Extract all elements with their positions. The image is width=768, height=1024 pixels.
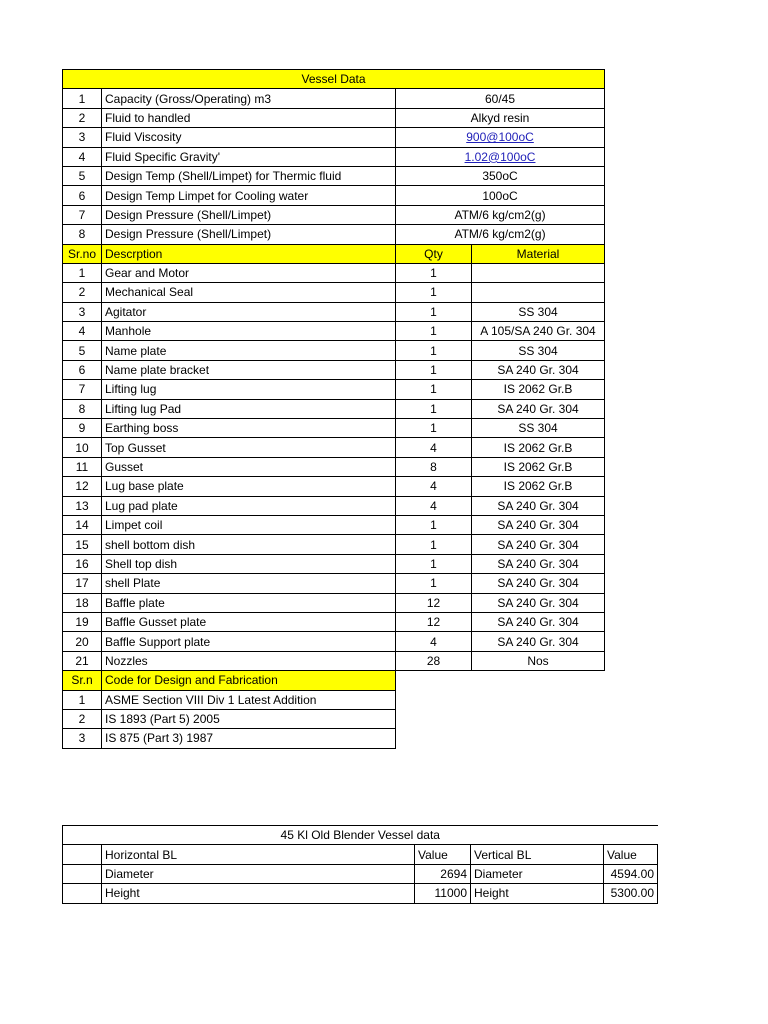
material-cell: SS 304 xyxy=(472,302,605,321)
sr-no-cell: 2 xyxy=(63,709,102,728)
blank-cell xyxy=(63,864,102,883)
part-description-cell: Gusset xyxy=(102,457,396,476)
qty-cell: 4 xyxy=(396,477,472,496)
sr-no-cell: 9 xyxy=(63,419,102,438)
parameter-cell: Capacity (Gross/Operating) m3 xyxy=(102,89,396,108)
horizontal-bl-header: Horizontal BL xyxy=(102,845,415,864)
sr-no-cell: 5 xyxy=(63,166,102,185)
part-row xyxy=(63,419,605,438)
part-description-cell: Baffle Gusset plate xyxy=(102,612,396,631)
sr-no-cell: 4 xyxy=(63,322,102,341)
sr-no-cell: 11 xyxy=(63,457,102,476)
part-description-cell: Agitator xyxy=(102,302,396,321)
code-sr-header: Sr.n xyxy=(63,671,102,690)
qty-cell: 12 xyxy=(396,612,472,631)
part-description-cell: Shell top dish xyxy=(102,554,396,573)
part-row xyxy=(63,438,605,457)
part-row xyxy=(63,632,605,651)
sr-no-header: Sr.no xyxy=(63,244,102,263)
qty-cell: 1 xyxy=(396,341,472,360)
blender-header-row xyxy=(63,845,658,864)
blender-row xyxy=(63,884,658,903)
vessel-data-row xyxy=(63,166,605,185)
vertical-value-header: Value xyxy=(604,845,658,864)
hyperlink-value[interactable]: 900@100oC xyxy=(466,130,534,145)
qty-cell: 1 xyxy=(396,283,472,302)
sr-no-cell: 4 xyxy=(63,147,102,166)
sr-no-cell: 10 xyxy=(63,438,102,457)
part-description-cell: Top Gusset xyxy=(102,438,396,457)
material-cell: IS 2062 Gr.B xyxy=(472,457,605,476)
part-row xyxy=(63,283,605,302)
qty-cell: 1 xyxy=(396,399,472,418)
part-description-cell: Nozzles xyxy=(102,651,396,670)
part-row xyxy=(63,457,605,476)
part-row xyxy=(63,496,605,515)
code-row xyxy=(63,690,605,709)
sr-no-cell: 1 xyxy=(63,690,102,709)
sr-no-cell: 6 xyxy=(63,186,102,205)
part-description-cell: shell bottom dish xyxy=(102,535,396,554)
sr-no-cell: 1 xyxy=(63,263,102,282)
material-header: Material xyxy=(472,244,605,263)
vessel-data-row xyxy=(63,186,605,205)
sr-no-cell: 8 xyxy=(63,399,102,418)
sr-no-cell: 19 xyxy=(63,612,102,631)
parameter-cell: Design Temp (Shell/Limpet) for Thermic fluid xyxy=(102,166,396,185)
empty-cell xyxy=(396,690,605,709)
part-row xyxy=(63,399,605,418)
material-cell: IS 2062 Gr.B xyxy=(472,380,605,399)
parameter-value-cell xyxy=(396,147,605,166)
parameter-cell: Fluid Specific Gravity' xyxy=(102,147,396,166)
part-description-cell: Gear and Motor xyxy=(102,263,396,282)
code-row xyxy=(63,729,605,748)
sr-no-cell: 12 xyxy=(63,477,102,496)
parts-header-row xyxy=(63,244,605,263)
part-row xyxy=(63,322,605,341)
parameter-cell: Design Pressure (Shell/Limpet) xyxy=(102,225,396,244)
qty-cell: 1 xyxy=(396,554,472,573)
material-cell: SA 240 Gr. 304 xyxy=(472,554,605,573)
qty-cell: 1 xyxy=(396,574,472,593)
material-cell: SA 240 Gr. 304 xyxy=(472,399,605,418)
part-description-cell: Lug base plate xyxy=(102,477,396,496)
sr-no-cell: 5 xyxy=(63,341,102,360)
material-cell: A 105/SA 240 Gr. 304 xyxy=(472,322,605,341)
vessel-data-row xyxy=(63,89,605,108)
horizontal-label-cell: Diameter xyxy=(102,864,415,883)
qty-cell: 1 xyxy=(396,535,472,554)
material-cell: SA 240 Gr. 304 xyxy=(472,574,605,593)
parameter-cell: Fluid to handled xyxy=(102,108,396,127)
horizontal-value-header: Value xyxy=(415,845,471,864)
material-cell: SS 304 xyxy=(472,419,605,438)
vessel-data-row xyxy=(63,108,605,127)
vertical-value-cell: 5300.00 xyxy=(604,884,658,903)
qty-cell: 4 xyxy=(396,496,472,515)
sr-no-cell: 3 xyxy=(63,729,102,748)
material-cell: SA 240 Gr. 304 xyxy=(472,593,605,612)
parameter-cell: Design Pressure (Shell/Limpet) xyxy=(102,205,396,224)
horizontal-label-cell: Height xyxy=(102,884,415,903)
sr-no-cell: 16 xyxy=(63,554,102,573)
parameter-cell: Design Temp Limpet for Cooling water xyxy=(102,186,396,205)
vessel-data-row xyxy=(63,205,605,224)
sr-no-cell: 15 xyxy=(63,535,102,554)
qty-cell: 1 xyxy=(396,515,472,534)
part-description-cell: Lifting lug xyxy=(102,380,396,399)
vertical-value-cell: 4594.00 xyxy=(604,864,658,883)
part-description-cell: Lug pad plate xyxy=(102,496,396,515)
part-description-cell: Baffle Support plate xyxy=(102,632,396,651)
qty-cell: 12 xyxy=(396,593,472,612)
blender-data-table xyxy=(62,825,658,904)
part-row xyxy=(63,593,605,612)
part-row xyxy=(63,302,605,321)
part-row xyxy=(63,360,605,379)
parameter-value-cell: 60/45 xyxy=(396,89,605,108)
code-cell: ASME Section VIII Div 1 Latest Addition xyxy=(102,690,396,709)
material-cell: IS 2062 Gr.B xyxy=(472,438,605,457)
code-cell: IS 1893 (Part 5) 2005 xyxy=(102,709,396,728)
qty-cell: 1 xyxy=(396,263,472,282)
vertical-label-cell: Height xyxy=(471,884,604,903)
qty-cell: 1 xyxy=(396,322,472,341)
material-cell: Nos xyxy=(472,651,605,670)
empty-cell xyxy=(396,729,605,748)
sr-no-cell: 20 xyxy=(63,632,102,651)
part-row xyxy=(63,535,605,554)
sr-no-cell: 3 xyxy=(63,128,102,147)
hyperlink-value[interactable]: 1.02@100oC xyxy=(464,149,536,164)
sr-no-cell: 21 xyxy=(63,651,102,670)
sr-no-cell: 7 xyxy=(63,205,102,224)
part-row xyxy=(63,515,605,534)
part-description-cell: Manhole xyxy=(102,322,396,341)
sr-no-cell: 3 xyxy=(63,302,102,321)
sr-no-cell: 17 xyxy=(63,574,102,593)
sr-no-cell: 8 xyxy=(63,225,102,244)
codes-header-row xyxy=(63,671,605,690)
sr-no-cell: 6 xyxy=(63,360,102,379)
part-description-cell: Earthing boss xyxy=(102,419,396,438)
part-description-cell: Name plate bracket xyxy=(102,360,396,379)
sr-no-cell: 14 xyxy=(63,515,102,534)
part-description-cell: Baffle plate xyxy=(102,593,396,612)
parameter-cell: Fluid Viscosity xyxy=(102,128,396,147)
part-row xyxy=(63,554,605,573)
code-header: Code for Design and Fabrication xyxy=(102,671,396,690)
part-description-cell: Limpet coil xyxy=(102,515,396,534)
vessel-data-row xyxy=(63,147,605,166)
part-description-cell: Name plate xyxy=(102,341,396,360)
sr-no-cell: 13 xyxy=(63,496,102,515)
part-row xyxy=(63,477,605,496)
parameter-value-cell xyxy=(396,128,605,147)
parameter-value-cell: Alkyd resin xyxy=(396,108,605,127)
parameter-value-cell: ATM/6 kg/cm2(g) xyxy=(396,225,605,244)
material-cell: SS 304 xyxy=(472,341,605,360)
qty-cell: 4 xyxy=(396,438,472,457)
material-cell xyxy=(472,263,605,282)
empty-cell xyxy=(396,671,605,690)
description-header: Descrption xyxy=(102,244,396,263)
blender-title: 45 Kl Old Blender Vessel data xyxy=(63,826,658,845)
material-cell: SA 240 Gr. 304 xyxy=(472,496,605,515)
qty-header: Qty xyxy=(396,244,472,263)
part-row xyxy=(63,341,605,360)
sr-no-cell: 2 xyxy=(63,283,102,302)
vessel-data-row xyxy=(63,128,605,147)
part-row xyxy=(63,651,605,670)
sr-no-cell: 18 xyxy=(63,593,102,612)
qty-cell: 1 xyxy=(396,419,472,438)
qty-cell: 4 xyxy=(396,632,472,651)
horizontal-value-cell: 11000 xyxy=(415,884,471,903)
material-cell xyxy=(472,283,605,302)
blank-cell xyxy=(63,845,102,864)
horizontal-value-cell: 2694 xyxy=(415,864,471,883)
sr-no-cell: 2 xyxy=(63,108,102,127)
sr-no-cell: 1 xyxy=(63,89,102,108)
part-description-cell: shell Plate xyxy=(102,574,396,593)
material-cell: SA 240 Gr. 304 xyxy=(472,632,605,651)
part-description-cell: Mechanical Seal xyxy=(102,283,396,302)
blender-title-row xyxy=(63,826,658,845)
material-cell: IS 2062 Gr.B xyxy=(472,477,605,496)
qty-cell: 1 xyxy=(396,380,472,399)
blank-cell xyxy=(63,884,102,903)
code-row xyxy=(63,709,605,728)
material-cell: SA 240 Gr. 304 xyxy=(472,360,605,379)
vessel-title: Vessel Data xyxy=(63,70,605,89)
qty-cell: 28 xyxy=(396,651,472,670)
vessel-title-row xyxy=(63,70,605,89)
part-row xyxy=(63,612,605,631)
material-cell: SA 240 Gr. 304 xyxy=(472,612,605,631)
sr-no-cell: 7 xyxy=(63,380,102,399)
vessel-data-table xyxy=(62,69,605,749)
qty-cell: 1 xyxy=(396,360,472,379)
vertical-bl-header: Vertical BL xyxy=(471,845,604,864)
vessel-data-row xyxy=(63,225,605,244)
vertical-label-cell: Diameter xyxy=(471,864,604,883)
qty-cell: 8 xyxy=(396,457,472,476)
part-description-cell: Lifting lug Pad xyxy=(102,399,396,418)
parameter-value-cell: 100oC xyxy=(396,186,605,205)
empty-cell xyxy=(396,709,605,728)
code-cell: IS 875 (Part 3) 1987 xyxy=(102,729,396,748)
blender-row xyxy=(63,864,658,883)
part-row xyxy=(63,380,605,399)
parameter-value-cell: ATM/6 kg/cm2(g) xyxy=(396,205,605,224)
material-cell: SA 240 Gr. 304 xyxy=(472,535,605,554)
parameter-value-cell: 350oC xyxy=(396,166,605,185)
material-cell: SA 240 Gr. 304 xyxy=(472,515,605,534)
qty-cell: 1 xyxy=(396,302,472,321)
part-row xyxy=(63,263,605,282)
part-row xyxy=(63,574,605,593)
